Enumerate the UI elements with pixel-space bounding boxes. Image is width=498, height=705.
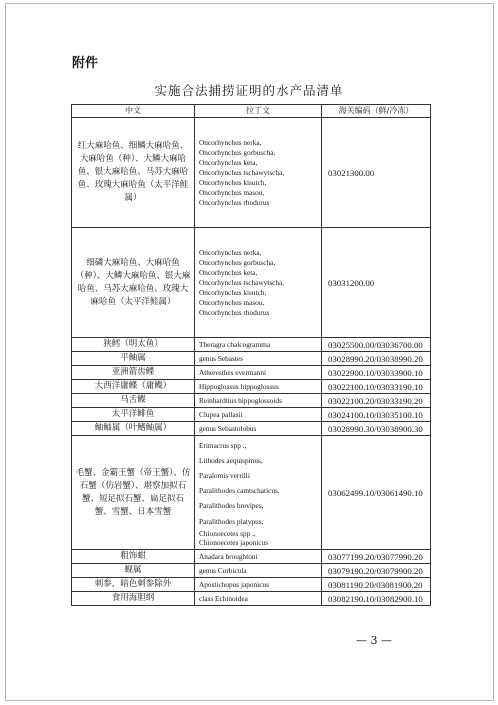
cell-hs-code: 03081190.20/03081900.20: [322, 578, 431, 592]
table-row: [72, 550, 431, 564]
table-row: [72, 118, 431, 228]
table-row: [72, 578, 431, 592]
cell-chinese: 刺参，暗色刺参除外: [72, 578, 195, 592]
cell-latin: [195, 118, 322, 228]
cell-hs-code: 03022100.10/03033190.10: [322, 380, 431, 394]
table-row: [72, 408, 431, 422]
cell-chinese: 毛蟹、金霸王蟹（帝王蟹）、仿石蟹（仿岩蟹）、堪察加拟石蟹、短足拟石蟹、扁足拟石蟹、雪蟹、日本雪蟹: [72, 436, 195, 550]
latin-name: Oncorhynchus masou,: [199, 187, 265, 197]
cell-latin: Atheresthes evermanni: [195, 366, 322, 380]
latin-name: Oncorhynchus tschawytscha,: [199, 277, 285, 287]
latin-name: Erimacrus spp .,: [199, 440, 247, 450]
latin-name: Oncorhynchus masou,: [199, 297, 265, 307]
table-row: [72, 380, 431, 394]
cell-latin: genus Sebastes: [195, 352, 322, 366]
cell-chinese: 蚬属: [72, 564, 195, 578]
latin-name: Paralithodes platypus,: [199, 516, 264, 526]
latin-name: Oncorhynchus kisutch,: [199, 177, 267, 187]
cell-chinese: 亚洲箭齿鲽: [72, 366, 195, 380]
cell-latin: Hippoglossus hippoglossus: [195, 380, 322, 394]
page-number: — 3 —: [356, 634, 392, 647]
latin-name: Oncorhynchus keta,: [199, 157, 258, 167]
cell-latin: [195, 228, 322, 338]
cell-latin: Clupea pallasii: [195, 408, 322, 422]
table-row: [72, 338, 431, 352]
table-row: [72, 436, 431, 550]
cell-latin: class Echinoidea: [195, 592, 322, 606]
latin-name: Oncorhynchus keta,: [199, 267, 258, 277]
latin-name: Oncorhynchus tschawytscha,: [199, 167, 285, 177]
cell-latin: Theragra chalcogramma: [195, 338, 322, 352]
latin-name: Chionoecetes spp .,: [199, 528, 256, 538]
table-header-row: [72, 105, 431, 118]
cell-hs-code: 03025500.00/03036700.00: [322, 338, 431, 352]
cell-latin: [195, 436, 322, 550]
latin-name: Paralithodes camtschaticus,: [199, 486, 280, 496]
cell-hs-code: 03062499.10/03061490.10: [322, 436, 431, 550]
cell-latin: genus Corbicula: [195, 564, 322, 578]
cell-hs-code: 03082190.10/03082900.10: [322, 592, 431, 606]
table-row: [72, 592, 431, 606]
cell-hs-code: 03031200.00: [322, 228, 431, 338]
table-row: [72, 564, 431, 578]
cell-chinese: 马舌鲽: [72, 394, 195, 408]
table-row: [72, 394, 431, 408]
document-title: 实施合法捕捞证明的水产品清单: [154, 83, 344, 98]
cell-chinese: 平鲉属: [72, 352, 195, 366]
table-row: [72, 352, 431, 366]
cell-chinese: 鲉鲉属（叶鳍鲉属）: [72, 422, 195, 436]
latin-name: Paralithodes brevipes,: [199, 501, 264, 511]
cell-latin: genus Sebastolobus: [195, 422, 322, 436]
latin-name: Oncorhynchus gorbuscha,: [199, 147, 276, 157]
header-latin: 拉丁文: [195, 105, 322, 118]
latin-name: Oncorhynchus rhodurus: [199, 307, 270, 317]
cell-chinese: 食用海胆纲: [72, 592, 195, 606]
cell-hs-code: 03077199.20/03077990.20: [322, 550, 431, 564]
product-table: [71, 104, 431, 606]
latin-name: Paralomis verrilli: [199, 471, 250, 480]
table-row: [72, 422, 431, 436]
cell-hs-code: 03028990.30/03038900.30: [322, 422, 431, 436]
latin-name: Chionoecetes japonicus: [199, 537, 269, 547]
latin-name: Oncorhynchus gorbuscha,: [199, 257, 276, 267]
cell-hs-code: 03021300.00: [322, 118, 431, 228]
cell-chinese: 太平洋鲱鱼: [72, 408, 195, 422]
latin-name: Oncorhynchus nerka,: [199, 247, 262, 257]
latin-name: Oncorhynchus rhodurus: [199, 197, 270, 207]
cell-hs-code: 03079190.20/03079900.20: [322, 564, 431, 578]
cell-chinese: 细磷大麻哈鱼、大麻哈鱼（种）、大鳞大麻哈鱼、银大麻哈鱼、马苏大麻哈鱼、玫瑰大麻哈鱼（太平洋鲑属）: [72, 228, 195, 338]
table-row: [72, 228, 431, 338]
attachment-label: 附件: [72, 56, 99, 71]
header-chinese: 中文: [72, 105, 195, 118]
cell-hs-code: 03028990.20/03038990.20: [322, 352, 431, 366]
latin-name: Oncorhynchus kisutch,: [199, 287, 267, 297]
header-hs-code: 海关编码（鲜/冷冻）: [322, 105, 431, 118]
cell-chinese: 狭鳕（明太鱼）: [72, 338, 195, 352]
cell-latin: Anadara broughtoni: [195, 550, 322, 564]
cell-latin: Apostichopus japonicus: [195, 578, 322, 592]
cell-chinese: 红大麻哈鱼、细鳞大麻哈鱼、大麻哈鱼（种）、大鳞大麻哈鱼、银大麻哈鱼、马苏大麻哈鱼、玫瑰大麻哈鱼（太平洋鲑属）: [72, 118, 195, 228]
table-row: [72, 366, 431, 380]
cell-hs-code: 03024100.10/03035100.10: [322, 408, 431, 422]
cell-hs-code: 03022100.20/03033190.20: [322, 394, 431, 408]
cell-chinese: 粗饰蚶: [72, 550, 195, 564]
latin-name: Oncorhynchus nerka,: [199, 137, 262, 147]
cell-chinese: 大西洋庸鲽（庸鲽）: [72, 380, 195, 394]
cell-latin: Reinhardtius hippoglossoids: [195, 394, 322, 408]
latin-name: Lithodes aequispinus,: [199, 455, 263, 465]
cell-hs-code: 03022900.10/03033900.10: [322, 366, 431, 380]
